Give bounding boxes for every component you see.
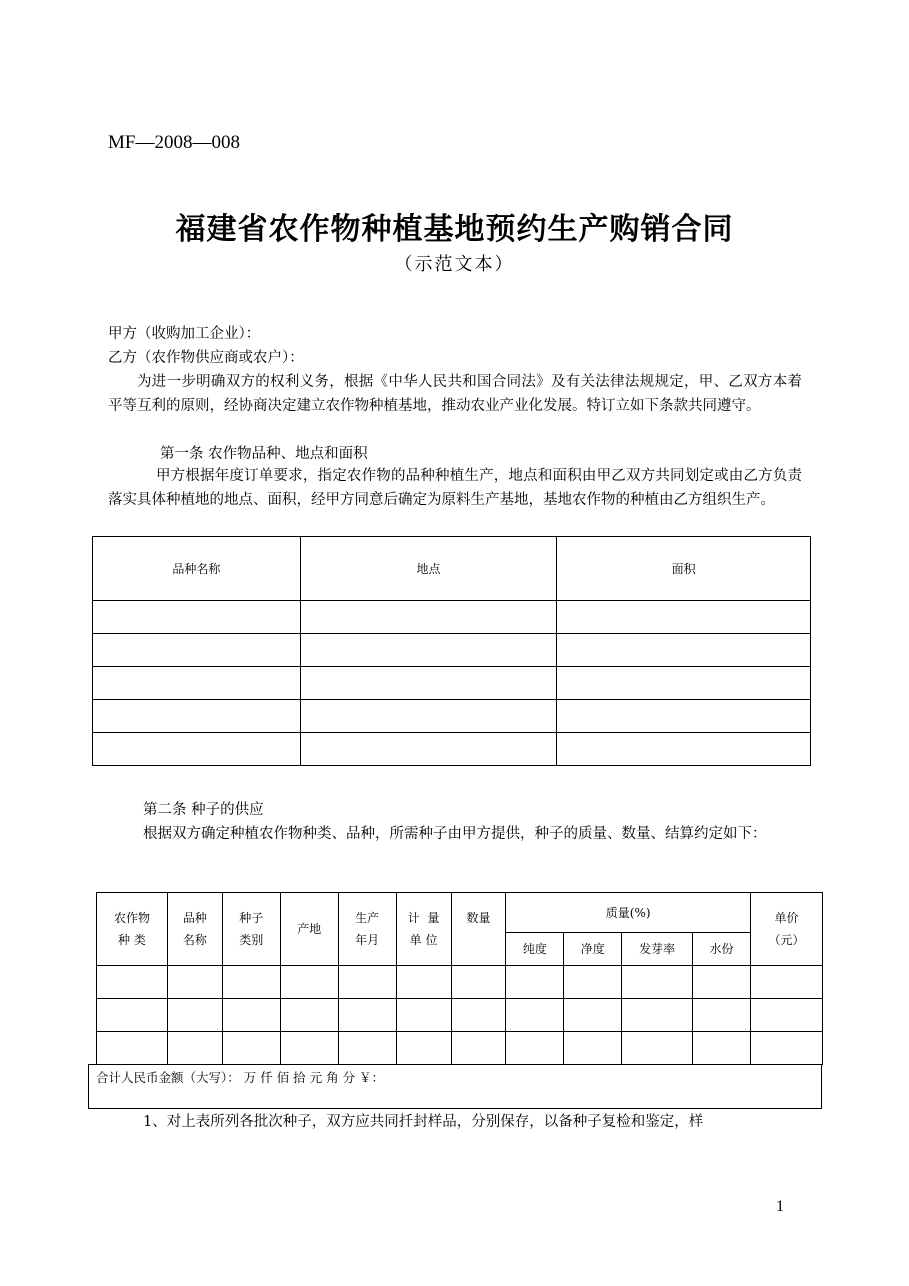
table-cell[interactable]	[93, 700, 301, 733]
table-cell[interactable]	[280, 966, 338, 999]
table-cell[interactable]	[557, 733, 811, 766]
header-unit-price: 单价 （元）	[750, 893, 822, 966]
table-row	[93, 634, 811, 667]
table-cell[interactable]	[564, 999, 622, 1032]
table-cell[interactable]	[396, 999, 451, 1032]
table-cell[interactable]	[396, 1032, 451, 1065]
table-row	[97, 1032, 823, 1065]
table-row	[93, 667, 811, 700]
table-cell[interactable]	[93, 634, 301, 667]
table-cell[interactable]	[222, 1032, 280, 1065]
table-row	[97, 999, 823, 1032]
table-cell[interactable]	[93, 667, 301, 700]
table-cell[interactable]	[167, 999, 222, 1032]
table-cell[interactable]	[564, 1032, 622, 1065]
table-row	[93, 700, 811, 733]
table-row	[93, 601, 811, 634]
table-cell[interactable]	[300, 733, 557, 766]
table-cell[interactable]	[93, 601, 301, 634]
table-cell[interactable]	[557, 601, 811, 634]
header-moisture: 水份	[693, 933, 751, 966]
table-cell[interactable]	[622, 999, 693, 1032]
article1-heading: 第一条 农作物品种、地点和面积	[160, 446, 368, 462]
table-cell[interactable]	[338, 966, 396, 999]
table-cell[interactable]	[451, 1032, 506, 1065]
table-cell[interactable]	[622, 1032, 693, 1065]
header-unit: 计 量 单 位	[396, 893, 451, 966]
table-cell[interactable]	[506, 1032, 564, 1065]
article1-body: 甲方根据年度订单要求，指定农作物的品种种植生产，地点和面积由甲乙双方共同划定或由乙方负责落实具体种植地的地点、面积，经甲方同意后确定为原料生产基地，基地农作物的种植由乙方组织生产。	[108, 468, 802, 508]
table-cell[interactable]	[564, 966, 622, 999]
header-germination: 发芽率	[622, 933, 693, 966]
table-cell[interactable]	[280, 999, 338, 1032]
intro-paragraph: 为进一步明确双方的权利义务，根据《中华人民共和国合同法》及有关法律法规规定，甲、乙双方本着平等互利的原则，经协商决定建立农作物种植基地，推动农业产业化发展。特订立如下条款共同遵守。	[108, 374, 802, 414]
table-cell[interactable]	[222, 999, 280, 1032]
header-cleanliness: 净度	[564, 933, 622, 966]
table-row	[93, 733, 811, 766]
contract-subtitle: （示范文本）	[394, 254, 515, 275]
header-crop-type: 农作物 种 类	[97, 893, 168, 966]
header-quality: 质量(%)	[506, 893, 751, 933]
table-cell[interactable]	[451, 999, 506, 1032]
header-quantity: 数量	[451, 893, 506, 966]
table-cell[interactable]	[167, 966, 222, 999]
table-cell[interactable]	[557, 700, 811, 733]
header-area: 面积	[557, 537, 811, 601]
header-production-date: 生产 年月	[338, 893, 396, 966]
header-origin: 产地	[280, 893, 338, 966]
page-number: 1	[776, 1198, 784, 1215]
table-cell[interactable]	[693, 999, 751, 1032]
table-cell[interactable]	[97, 999, 168, 1032]
document-code: MF—2008—008	[108, 132, 240, 153]
table-cell[interactable]	[451, 966, 506, 999]
table-row	[97, 966, 823, 999]
total-amount-label: 合计人民币金额（大写）： 万 仟 佰 拾 元 角 分 ￥：	[96, 1070, 385, 1085]
table-cell[interactable]	[300, 634, 557, 667]
table-cell[interactable]	[97, 966, 168, 999]
table-cell[interactable]	[167, 1032, 222, 1065]
article2-heading: 第二条 种子的供应	[143, 802, 264, 818]
header-purity: 纯度	[506, 933, 564, 966]
table-cell[interactable]	[750, 1032, 822, 1065]
table-cell[interactable]	[97, 1032, 168, 1065]
table-cell[interactable]	[622, 966, 693, 999]
table-cell[interactable]	[750, 999, 822, 1032]
article2-seed-table	[96, 892, 823, 1065]
table-cell[interactable]	[222, 966, 280, 999]
table-cell[interactable]	[750, 966, 822, 999]
contract-title: 福建省农作物种植基地预约生产购销合同	[175, 212, 734, 247]
table-cell[interactable]	[557, 634, 811, 667]
table-cell[interactable]	[300, 667, 557, 700]
table-cell[interactable]	[300, 700, 557, 733]
article1-table	[92, 536, 811, 766]
header-location: 地点	[300, 537, 557, 601]
table-cell[interactable]	[557, 667, 811, 700]
table-cell[interactable]	[280, 1032, 338, 1065]
table-cell[interactable]	[506, 966, 564, 999]
table-cell[interactable]	[338, 1032, 396, 1065]
header-seed-type: 种子 类别	[222, 893, 280, 966]
article2-body: 根据双方确定种植农作物种类、品种，所需种子由甲方提供，种子的质量、数量、结算约定如下：	[143, 826, 767, 842]
table-cell[interactable]	[338, 999, 396, 1032]
table-cell[interactable]	[300, 601, 557, 634]
clause1-text: 1、对上表所列各批次种子，双方应共同扦封样品，分别保存，以备种子复检和鉴定，样	[143, 1114, 704, 1130]
header-variety: 品种 名称	[167, 893, 222, 966]
table-cell[interactable]	[93, 733, 301, 766]
header-variety-name: 品种名称	[93, 537, 301, 601]
table-cell[interactable]	[693, 966, 751, 999]
table-cell[interactable]	[506, 999, 564, 1032]
table-cell[interactable]	[693, 1032, 751, 1065]
table-cell[interactable]	[396, 966, 451, 999]
party-a-label: 甲方（收购加工企业）：	[108, 326, 261, 342]
party-b-label: 乙方（农作物供应商或农户）：	[108, 350, 304, 366]
